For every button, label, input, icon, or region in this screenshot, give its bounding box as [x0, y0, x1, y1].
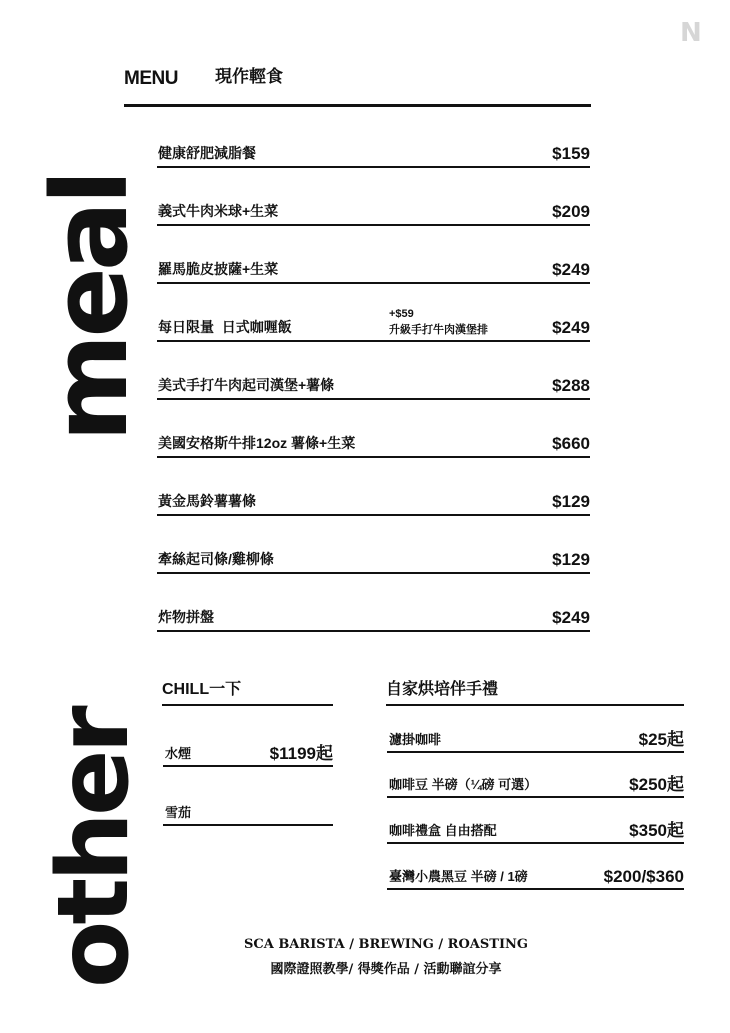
- footer-line-1: SCA BARISTA / BREWING / ROASTING: [243, 937, 529, 952]
- gift-item: [387, 820, 684, 844]
- chill-item-name: 雪茄: [165, 805, 192, 820]
- gift-item-price: $25起: [638, 730, 684, 749]
- gift-item: [387, 729, 684, 753]
- menu-item-name: 美國安格斯牛排12oz 薯條+生菜: [158, 435, 356, 451]
- menu-item: [157, 492, 590, 516]
- menu-item-price: $249: [552, 608, 590, 627]
- menu-item: [157, 550, 590, 574]
- menu-item-price: $129: [552, 550, 590, 569]
- chill-divider: [162, 704, 333, 706]
- menu-item-price: $249: [552, 318, 590, 337]
- menu-item: [157, 260, 590, 284]
- menu-item-name: 黃金馬鈴薯薯條: [158, 493, 256, 509]
- menu-item: [157, 434, 590, 458]
- gift-item-price: $200/$360: [603, 867, 684, 886]
- other-decor-word: other: [37, 709, 151, 988]
- menu-item-price: $159: [552, 144, 590, 163]
- gift-item-price: $350起: [629, 821, 684, 840]
- upgrade-label: 升級手打牛肉漢堡排: [389, 324, 488, 336]
- menu-item: [157, 318, 590, 342]
- section-title: 現作輕食: [215, 67, 283, 86]
- gift-item: [387, 774, 684, 798]
- chill-item: [163, 743, 333, 767]
- menu-item-name: 義式牛肉米球+生菜: [158, 203, 279, 219]
- upgrade-price: +$59: [389, 308, 414, 320]
- footer-line-2: 國際證照教學/ 得獎作品 / 活動聯誼分享: [270, 962, 502, 977]
- brand-logo: N: [680, 18, 702, 48]
- menu-item-name: 美式手打牛肉起司漢堡+薯條: [158, 377, 335, 393]
- menu-item: [157, 608, 590, 632]
- header-divider: [124, 104, 591, 107]
- menu-item: [157, 144, 590, 168]
- chill-item-price: $1199起: [269, 744, 333, 763]
- menu-item-price: $660: [552, 434, 590, 453]
- menu-item-name: 健康舒肥減脂餐: [158, 145, 256, 161]
- gift-item-name: 咖啡禮盒 自由搭配: [389, 823, 497, 838]
- menu-item-name: 每日限量 日式咖喱飯: [158, 319, 292, 335]
- gift-item: [387, 866, 684, 890]
- menu-label: MENU: [124, 68, 178, 89]
- meal-decor-word: meal: [29, 173, 151, 442]
- menu-item-price: $288: [552, 376, 590, 395]
- menu-item: [157, 202, 590, 226]
- chill-section-title: CHILL一下: [162, 681, 242, 698]
- gift-item-price: $250起: [629, 775, 684, 794]
- menu-item-price: $249: [552, 260, 590, 279]
- gift-item-name: 咖啡豆 半磅（¼磅 可選）: [389, 777, 538, 792]
- menu-item-price: $129: [552, 492, 590, 511]
- menu-item-name: 羅馬脆皮披薩+生菜: [158, 261, 279, 277]
- menu-item: [157, 376, 590, 400]
- menu-item-price: $209: [552, 202, 590, 221]
- upgrade-note: [389, 306, 488, 338]
- gift-item-name: 臺灣小農黑豆 半磅 / 1磅: [389, 869, 528, 884]
- gift-divider: [386, 704, 684, 706]
- chill-item: [163, 802, 333, 826]
- menu-item-name: 炸物拼盤: [158, 609, 214, 625]
- menu-item-name: 牽絲起司條/雞柳條: [158, 551, 274, 567]
- gift-item-name: 濾掛咖啡: [389, 732, 442, 747]
- chill-item-name: 水煙: [165, 746, 192, 761]
- gift-section-title: 自家烘培伴手禮: [386, 681, 499, 698]
